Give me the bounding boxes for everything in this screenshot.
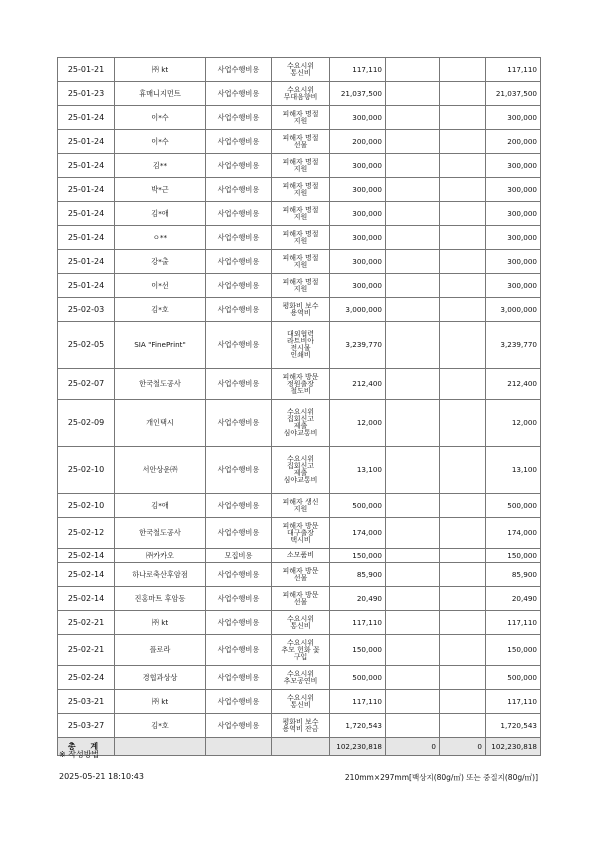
date-cell: 25-02-14: [58, 563, 115, 587]
amount-col6-cell: [386, 587, 440, 611]
date-cell: 25-01-23: [58, 82, 115, 106]
amount-col6-cell: [386, 298, 440, 322]
description-line: 피해자 명절: [282, 157, 319, 166]
description-line: 추모 헌화 꽃: [281, 645, 320, 654]
ledger-row: [58, 587, 541, 611]
amount-col7-cell: [440, 666, 486, 690]
description-cell: [272, 154, 330, 178]
amount-col7-cell: [440, 714, 486, 738]
total-cell: 3,239,770: [486, 322, 541, 369]
payee-cell: 한국철도공사: [115, 369, 206, 400]
total-grand: 102,230,818: [486, 738, 541, 756]
category-cell: 사업수행비용: [206, 298, 272, 322]
description-line: 수요시위: [286, 408, 315, 416]
amount-col6-cell: [386, 494, 440, 518]
date-cell: 25-01-24: [58, 106, 115, 130]
total-cell: 300,000: [486, 178, 541, 202]
description-cell: [272, 274, 330, 298]
amount-col7-cell: [440, 130, 486, 154]
total-col7: 0: [440, 738, 486, 756]
amount-cell: 300,000: [330, 106, 386, 130]
category-cell: 사업수행비용: [206, 518, 272, 549]
date-cell: 25-02-21: [58, 635, 115, 666]
total-cell: 13,100: [486, 447, 541, 494]
amount-cell: 300,000: [330, 226, 386, 250]
total-cell: 300,000: [486, 154, 541, 178]
category-cell: 사업수행비용: [206, 666, 272, 690]
description-line: 피해자 방문: [282, 521, 319, 530]
amount-cell: 200,000: [330, 130, 386, 154]
description-cell: [272, 250, 330, 274]
date-cell: 25-03-27: [58, 714, 115, 738]
description-cell: [272, 178, 330, 202]
amount-cell: 12,000: [330, 400, 386, 447]
amount-col6-cell: [386, 322, 440, 369]
payee-cell: 이*수: [115, 106, 206, 130]
payee-cell: 하나로축산후암점: [115, 563, 206, 587]
description-line: 수요시위: [286, 85, 315, 94]
payee-cell: 경협과상상: [115, 666, 206, 690]
amount-col7-cell: [440, 298, 486, 322]
amount-cell: 150,000: [330, 635, 386, 666]
category-cell: 사업수행비용: [206, 226, 272, 250]
total-cell: 85,900: [486, 563, 541, 587]
description-cell: [272, 587, 330, 611]
description-line: 수요시위: [286, 455, 315, 463]
expense-ledger-table: [57, 57, 541, 756]
date-cell: 25-01-24: [58, 154, 115, 178]
description-line: 수요시위: [286, 61, 315, 70]
description-line: 피해자 명절: [282, 277, 319, 286]
date-cell: 25-02-24: [58, 666, 115, 690]
total-cell: 300,000: [486, 226, 541, 250]
payee-cell: 김**: [115, 154, 206, 178]
amount-cell: 174,000: [330, 518, 386, 549]
ledger-row: [58, 250, 541, 274]
amount-cell: 300,000: [330, 178, 386, 202]
ledger-row: [58, 58, 541, 82]
amount-col6-cell: [386, 106, 440, 130]
category-cell: 모집비용: [206, 549, 272, 563]
description-line: 구입: [293, 652, 308, 661]
total-cell: 117,110: [486, 690, 541, 714]
description-cell: [272, 106, 330, 130]
total-row: [58, 738, 541, 756]
ledger-row: [58, 178, 541, 202]
description-line: 철도비: [290, 386, 311, 395]
total-cell: 300,000: [486, 274, 541, 298]
total-cell: 500,000: [486, 494, 541, 518]
ledger-row: [58, 298, 541, 322]
ledger-row: [58, 714, 541, 738]
payee-cell: 강*출: [115, 250, 206, 274]
description-line: 선물: [293, 597, 308, 606]
total-col6: 0: [386, 738, 440, 756]
amount-col6-cell: [386, 226, 440, 250]
amount-cell: 500,000: [330, 494, 386, 518]
payee-cell: ㅇ**: [115, 226, 206, 250]
amount-cell: 212,400: [330, 369, 386, 400]
category-cell: 사업수행비용: [206, 369, 272, 400]
description-line: 집회신고: [286, 415, 315, 423]
description-cell: [272, 58, 330, 82]
amount-col7-cell: [440, 369, 486, 400]
payee-cell: 김*애: [115, 494, 206, 518]
ledger-row: [58, 274, 541, 298]
ledger-row: [58, 130, 541, 154]
category-cell: 사업수행비용: [206, 447, 272, 494]
amount-col7-cell: [440, 178, 486, 202]
description-cell: [272, 714, 330, 738]
amount-cell: 3,239,770: [330, 322, 386, 369]
ledger-row: [58, 369, 541, 400]
category-cell: 사업수행비용: [206, 106, 272, 130]
total-cell: 3,000,000: [486, 298, 541, 322]
description-cell: [272, 400, 330, 447]
description-line: 통신비: [290, 621, 311, 630]
payee-cell: 휴매니지먼트: [115, 82, 206, 106]
amount-col7-cell: [440, 322, 486, 369]
amount-cell: 150,000: [330, 549, 386, 563]
paper-spec: 210mm×297mm[백상지(80g/㎡) 또는 중질지(80g/㎡)]: [344, 773, 538, 782]
payee-cell: 박*근: [115, 178, 206, 202]
amount-col6-cell: [386, 202, 440, 226]
description-line: 피해자 생신: [282, 497, 319, 506]
category-cell: 사업수행비용: [206, 690, 272, 714]
description-cell: [272, 202, 330, 226]
amount-col7-cell: [440, 202, 486, 226]
date-cell: 25-02-09: [58, 400, 115, 447]
amount-col7-cell: [440, 106, 486, 130]
description-line: 지원: [293, 260, 308, 269]
amount-col7-cell: [440, 82, 486, 106]
description-line: 라트비아: [286, 337, 315, 345]
description-line: 피해자 방문: [282, 372, 319, 381]
amount-col7-cell: [440, 58, 486, 82]
amount-col6-cell: [386, 518, 440, 549]
description-line: 통신비: [290, 68, 311, 77]
description-line: 선물: [293, 573, 308, 582]
description-line: 수요시위: [286, 669, 315, 678]
total-label: 총 계: [58, 738, 115, 756]
ledger-row: [58, 690, 541, 714]
total-cell: 300,000: [486, 250, 541, 274]
payee-cell: ㈜카카오: [115, 549, 206, 563]
date-cell: 25-01-24: [58, 202, 115, 226]
date-cell: 25-02-07: [58, 369, 115, 400]
description-cell: [272, 226, 330, 250]
amount-cell: 300,000: [330, 274, 386, 298]
amount-col6-cell: [386, 666, 440, 690]
category-cell: 사업수행비용: [206, 58, 272, 82]
description-cell: [272, 635, 330, 666]
description-line: 용역비: [290, 308, 311, 317]
amount-cell: 1,720,543: [330, 714, 386, 738]
date-cell: 25-01-21: [58, 58, 115, 82]
amount-cell: 117,110: [330, 611, 386, 635]
description-cell: [272, 549, 330, 563]
amount-col7-cell: [440, 690, 486, 714]
date-cell: 25-02-10: [58, 447, 115, 494]
ledger-row: [58, 518, 541, 549]
ledger-row: [58, 611, 541, 635]
description-line: 소모품비: [286, 551, 315, 559]
description-line: 무대음향비: [283, 92, 318, 101]
amount-col7-cell: [440, 518, 486, 549]
date-cell: 25-03-21: [58, 690, 115, 714]
amount-cell: 13,100: [330, 447, 386, 494]
amount-col7-cell: [440, 563, 486, 587]
description-line: 수요시위: [286, 614, 315, 623]
description-line: 지원: [293, 284, 308, 293]
amount-cell: 20,490: [330, 587, 386, 611]
description-line: 수요시위: [286, 638, 315, 647]
description-line: 평화비 보수: [282, 301, 319, 310]
total-cell: 20,490: [486, 587, 541, 611]
amount-col7-cell: [440, 549, 486, 563]
description-line: 피해자 명절: [282, 229, 319, 238]
description-line: 택시비: [290, 535, 311, 544]
date-cell: 25-01-24: [58, 250, 115, 274]
amount-col6-cell: [386, 563, 440, 587]
ledger-row: [58, 494, 541, 518]
description-line: 지원: [293, 504, 308, 513]
ledger-row: [58, 447, 541, 494]
amount-col7-cell: [440, 635, 486, 666]
category-cell: 사업수행비용: [206, 587, 272, 611]
description-line: 수요시위: [286, 693, 315, 702]
date-cell: 25-01-24: [58, 130, 115, 154]
date-cell: 25-02-05: [58, 322, 115, 369]
amount-cell: 500,000: [330, 666, 386, 690]
payee-cell: ㈜ kt: [115, 690, 206, 714]
total-cell: 174,000: [486, 518, 541, 549]
amount-cell: 85,900: [330, 563, 386, 587]
payee-cell: 김*호: [115, 298, 206, 322]
total-cell: 200,000: [486, 130, 541, 154]
description-line: 지원: [293, 164, 308, 173]
ledger-row: [58, 82, 541, 106]
amount-col7-cell: [440, 611, 486, 635]
description-line: 지원: [293, 212, 308, 221]
description-cell: [272, 369, 330, 400]
payee-cell: 이*수: [115, 130, 206, 154]
ledger-row: [58, 563, 541, 587]
description-line: 전시물: [290, 344, 311, 352]
description-cell: [272, 518, 330, 549]
description-cell: [272, 447, 330, 494]
amount-col7-cell: [440, 250, 486, 274]
amount-col7-cell: [440, 274, 486, 298]
date-cell: 25-01-24: [58, 274, 115, 298]
total-cell: 21,037,500: [486, 82, 541, 106]
description-cell: [272, 298, 330, 322]
description-line: 심야교통비: [283, 429, 318, 437]
total-cell: 300,000: [486, 202, 541, 226]
description-line: 집회신고: [286, 462, 315, 470]
amount-col6-cell: [386, 58, 440, 82]
description-cell: [272, 130, 330, 154]
amount-col6-cell: [386, 154, 440, 178]
amount-col6-cell: [386, 400, 440, 447]
date-cell: 25-02-10: [58, 494, 115, 518]
total-empty-cell: [272, 738, 330, 756]
amount-col6-cell: [386, 178, 440, 202]
description-line: 피해자 명절: [282, 181, 319, 190]
category-cell: 사업수행비용: [206, 322, 272, 369]
amount-col6-cell: [386, 549, 440, 563]
description-line: 지원: [293, 116, 308, 125]
total-cell: 117,110: [486, 58, 541, 82]
ledger-row: [58, 202, 541, 226]
payee-cell: 서안상운㈜: [115, 447, 206, 494]
description-line: 선물: [293, 140, 308, 149]
total-empty-cell: [206, 738, 272, 756]
total-cell: 117,110: [486, 611, 541, 635]
amount-col6-cell: [386, 274, 440, 298]
description-line: 통신비: [290, 700, 311, 709]
description-line: 피해자 명절: [282, 253, 319, 262]
amount-col6-cell: [386, 611, 440, 635]
category-cell: 사업수행비용: [206, 400, 272, 447]
category-cell: 사업수행비용: [206, 274, 272, 298]
category-cell: 사업수행비용: [206, 202, 272, 226]
ledger-row: [58, 154, 541, 178]
amount-cell: 117,110: [330, 690, 386, 714]
description-line: 심야교통비: [283, 476, 318, 484]
amount-col6-cell: [386, 447, 440, 494]
description-cell: [272, 322, 330, 369]
total-cell: 500,000: [486, 666, 541, 690]
payee-cell: ㈜ kt: [115, 58, 206, 82]
amount-col6-cell: [386, 250, 440, 274]
description-line: 피해자 명절: [282, 205, 319, 214]
amount-cell: 117,110: [330, 58, 386, 82]
amount-cell: 21,037,500: [330, 82, 386, 106]
description-line: 지원: [293, 188, 308, 197]
amount-col6-cell: [386, 82, 440, 106]
amount-cell: 300,000: [330, 154, 386, 178]
total-cell: 1,720,543: [486, 714, 541, 738]
description-line: 지원: [293, 236, 308, 245]
amount-col6-cell: [386, 635, 440, 666]
date-cell: 25-02-14: [58, 587, 115, 611]
ledger-row: [58, 106, 541, 130]
description-cell: [272, 494, 330, 518]
ledger-row: [58, 549, 541, 563]
ledger-body: [58, 58, 541, 738]
category-cell: 사업수행비용: [206, 130, 272, 154]
total-empty-cell: [115, 738, 206, 756]
category-cell: 사업수행비용: [206, 494, 272, 518]
amount-col6-cell: [386, 369, 440, 400]
description-line: 추모공연비: [283, 676, 318, 685]
amount-cell: 3,000,000: [330, 298, 386, 322]
category-cell: 사업수행비용: [206, 611, 272, 635]
total-cell: 150,000: [486, 635, 541, 666]
total-cell: 212,400: [486, 369, 541, 400]
amount-col7-cell: [440, 154, 486, 178]
total-cell: 300,000: [486, 106, 541, 130]
date-cell: 25-02-03: [58, 298, 115, 322]
description-cell: [272, 611, 330, 635]
description-cell: [272, 563, 330, 587]
payee-cell: 이*선: [115, 274, 206, 298]
description-line: 대구출장: [286, 528, 315, 537]
ledger-row: [58, 400, 541, 447]
description-cell: [272, 82, 330, 106]
description-line: 대외협력: [286, 330, 315, 338]
description-cell: [272, 690, 330, 714]
category-cell: 사업수행비용: [206, 714, 272, 738]
ledger-row: [58, 322, 541, 369]
category-cell: 사업수행비용: [206, 563, 272, 587]
amount-col6-cell: [386, 690, 440, 714]
ledger-row: [58, 635, 541, 666]
payee-cell: 플로라: [115, 635, 206, 666]
description-line: 피해자 방문: [282, 590, 319, 599]
payee-cell: ㈜ kt: [115, 611, 206, 635]
date-cell: 25-02-12: [58, 518, 115, 549]
description-line: 인쇄비: [290, 351, 311, 359]
payee-cell: 김*애: [115, 202, 206, 226]
payee-cell: 개인택시: [115, 400, 206, 447]
writing-method-note: ※ 작성방법: [59, 750, 100, 759]
amount-cell: 300,000: [330, 250, 386, 274]
payee-cell: SIA "FinePrint": [115, 322, 206, 369]
description-line: 제출: [293, 469, 308, 477]
category-cell: 사업수행비용: [206, 82, 272, 106]
payee-cell: 김*호: [115, 714, 206, 738]
total-amount: 102,230,818: [330, 738, 386, 756]
ledger-row: [58, 226, 541, 250]
date-cell: 25-01-24: [58, 226, 115, 250]
description-line: 피해자 방문: [282, 566, 319, 575]
description-line: 정원출장: [286, 379, 315, 388]
description-line: 피해자 명절: [282, 109, 319, 118]
category-cell: 사업수행비용: [206, 635, 272, 666]
category-cell: 사업수행비용: [206, 154, 272, 178]
description-line: 제출: [293, 422, 308, 430]
ledger-row: [58, 666, 541, 690]
description-line: 평화비 보수: [282, 717, 319, 726]
date-cell: 25-01-24: [58, 178, 115, 202]
payee-cell: 진홍마트 후암동: [115, 587, 206, 611]
amount-col6-cell: [386, 130, 440, 154]
amount-col7-cell: [440, 226, 486, 250]
description-cell: [272, 666, 330, 690]
description-line: 용역비 잔금: [282, 724, 319, 733]
category-cell: 사업수행비용: [206, 178, 272, 202]
total-cell: 12,000: [486, 400, 541, 447]
amount-col7-cell: [440, 400, 486, 447]
description-line: 피해자 명절: [282, 133, 319, 142]
amount-cell: 300,000: [330, 202, 386, 226]
payee-cell: 한국철도공사: [115, 518, 206, 549]
total-cell: 150,000: [486, 549, 541, 563]
category-cell: 사업수행비용: [206, 250, 272, 274]
date-cell: 25-02-21: [58, 611, 115, 635]
amount-col7-cell: [440, 447, 486, 494]
print-timestamp: 2025-05-21 18:10:43: [59, 772, 144, 781]
date-cell: 25-02-14: [58, 549, 115, 563]
amount-col6-cell: [386, 714, 440, 738]
amount-col7-cell: [440, 587, 486, 611]
amount-col7-cell: [440, 494, 486, 518]
